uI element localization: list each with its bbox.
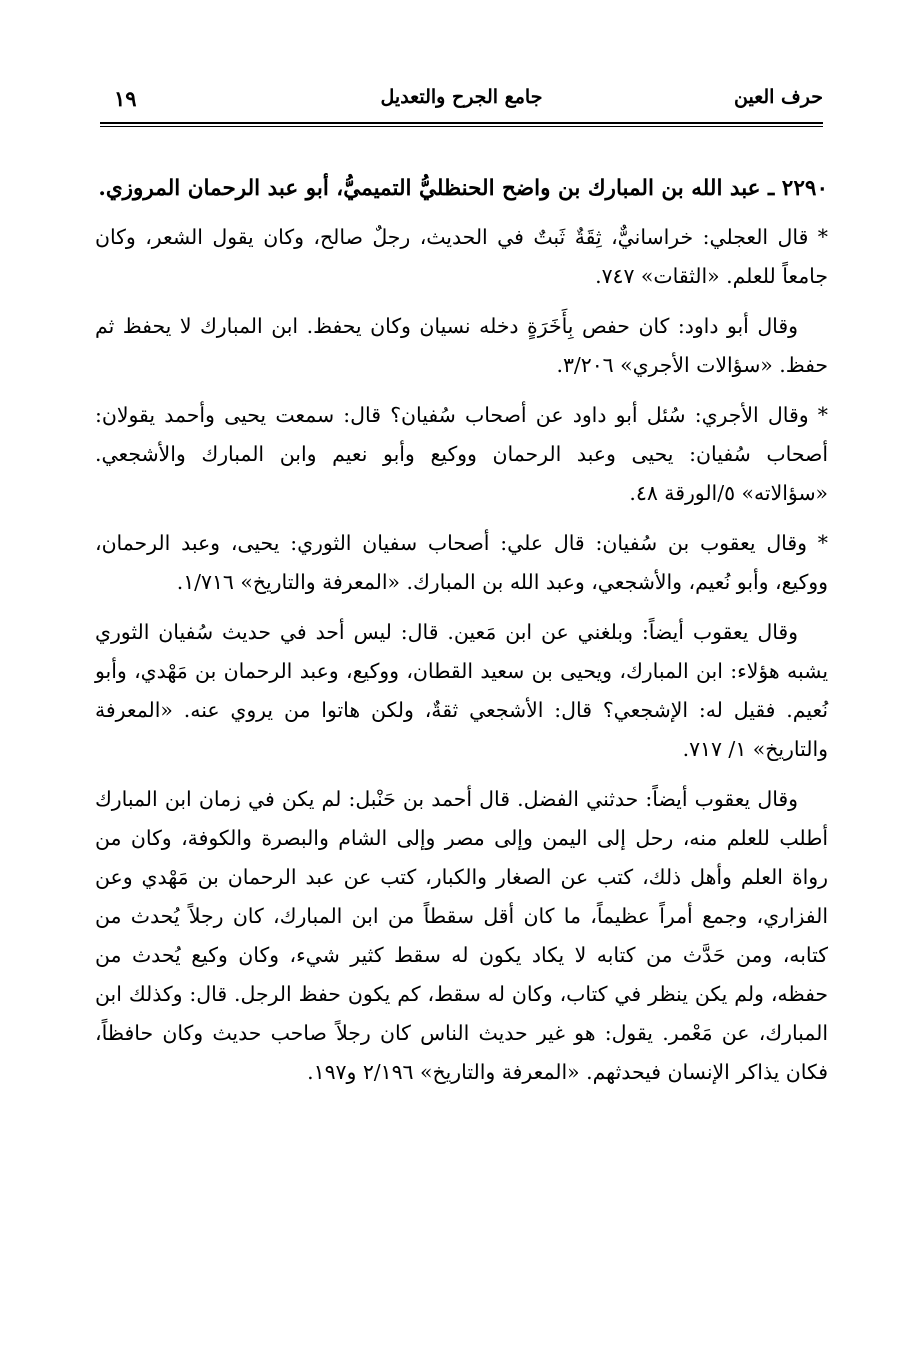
paragraph: * وقال يعقوب بن سُفيان: قال علي: أصحاب سفيان الثوري: يحيى، وعبد الرحمان، ووكيع، وأبو نُعيم، والأشجعي، وعبد الله بن المبارك. «المعرفة والتاريخ» ١/٧١٦. [95, 531, 828, 594]
paragraph: * وقال الأجري: سُئل أبو داود عن أصحاب سُفيان؟ قال: سمعت يحيى وأحمد يقولان: أصحاب سُفيان: يحيى وعبد الرحمان ووكيع وأبو نعيم وابن المبارك والأشجعي. «سؤالاته» ٥/الورقة ٤٨. [95, 403, 828, 505]
page-body [95, 166, 828, 1103]
page-number: ١٩ [114, 86, 137, 111]
paragraph: وقال أبو داود: كان حفص بِأَخَرَةٍ دخله نسيان وكان يحفظ. ابن المبارك لا يحفظ ثم حفظ. «سؤالات الأجري» ٣/٢٠٦. [95, 314, 828, 377]
header-rule-thin [100, 126, 823, 127]
paragraph: وقال يعقوب أيضاً: حدثني الفضل. قال أحمد بن حَنْبل: لم يكن في زمان ابن المبارك أطلب للعلم منه، رحل إلى اليمن وإلى مصر وإلى الشام والبصرة والكوفة، وكان من رواة العلم وأهل ذلك، كتب عن الصغار والكبار، كتب عن عبد الرحمان بن مَهْدي وعن الفزاري، وجمع أمراً عظيماً، ما كان أقل سقطاً من ابن المبارك، كان رجلاً يُحدث من كتابه، ومن حَدَّث من كتابه لا يكاد يكون له سقط كثير شيء، وكان وكيع يُحدث من حفظه، ولم يكن ينظر في كتاب، وكان له سقط، كم يكون حفظ الرجل. قال: وكذلك ابن المبارك، عن مَعْمر. يقول: هو غير حديث الناس كان رجلاً صاحب حديث وكان حافظاً، فكان يذاكر الإنسان فيحدثهم. «المعرفة والتاريخ» ٢/١٩٦ و١٩٧. [95, 787, 828, 1084]
header-rule [100, 122, 823, 124]
entry-number: ٢٢٩٠ [781, 176, 828, 201]
paragraph: وقال يعقوب أيضاً: وبلغني عن ابن مَعين. قال: ليس أحد في حديث سُفيان الثوري يشبه هؤلاء: ابن المبارك، ويحيى بن سعيد القطان، ووكيع، وعبد الرحمان بن مَهْدي، وأبو نُعيم. فقيل له: الإشجعي؟ قال: الأشجعي ثقةٌ، ولكن هاتوا من يروي عنه. «المعرفة والتاريخ» ١/ ٧١٧. [95, 620, 828, 761]
entry-heading: ٢٢٩٠ ـ عبد الله بن المبارك بن واضح الحنظليُّ التميميُّ، أبو عبد الرحمان المروزي. [98, 176, 828, 201]
header-section-title: حرف العين [734, 86, 823, 108]
running-header [100, 86, 823, 122]
header-book-title: جامع الجرح والتعديل [380, 86, 543, 108]
paragraph: * قال العجلي: خراسانيٌّ، ثِقَةٌ ثَبتٌ في الحديث، رجلٌ صالح، وكان يقول الشعر، وكان جامعاً للعلم. «الثقات» ٧٤٧. [95, 225, 828, 288]
entry-name: عبد الله بن المبارك بن واضح الحنظليُّ التميميُّ، أبو عبد الرحمان المروزي. [98, 176, 761, 201]
